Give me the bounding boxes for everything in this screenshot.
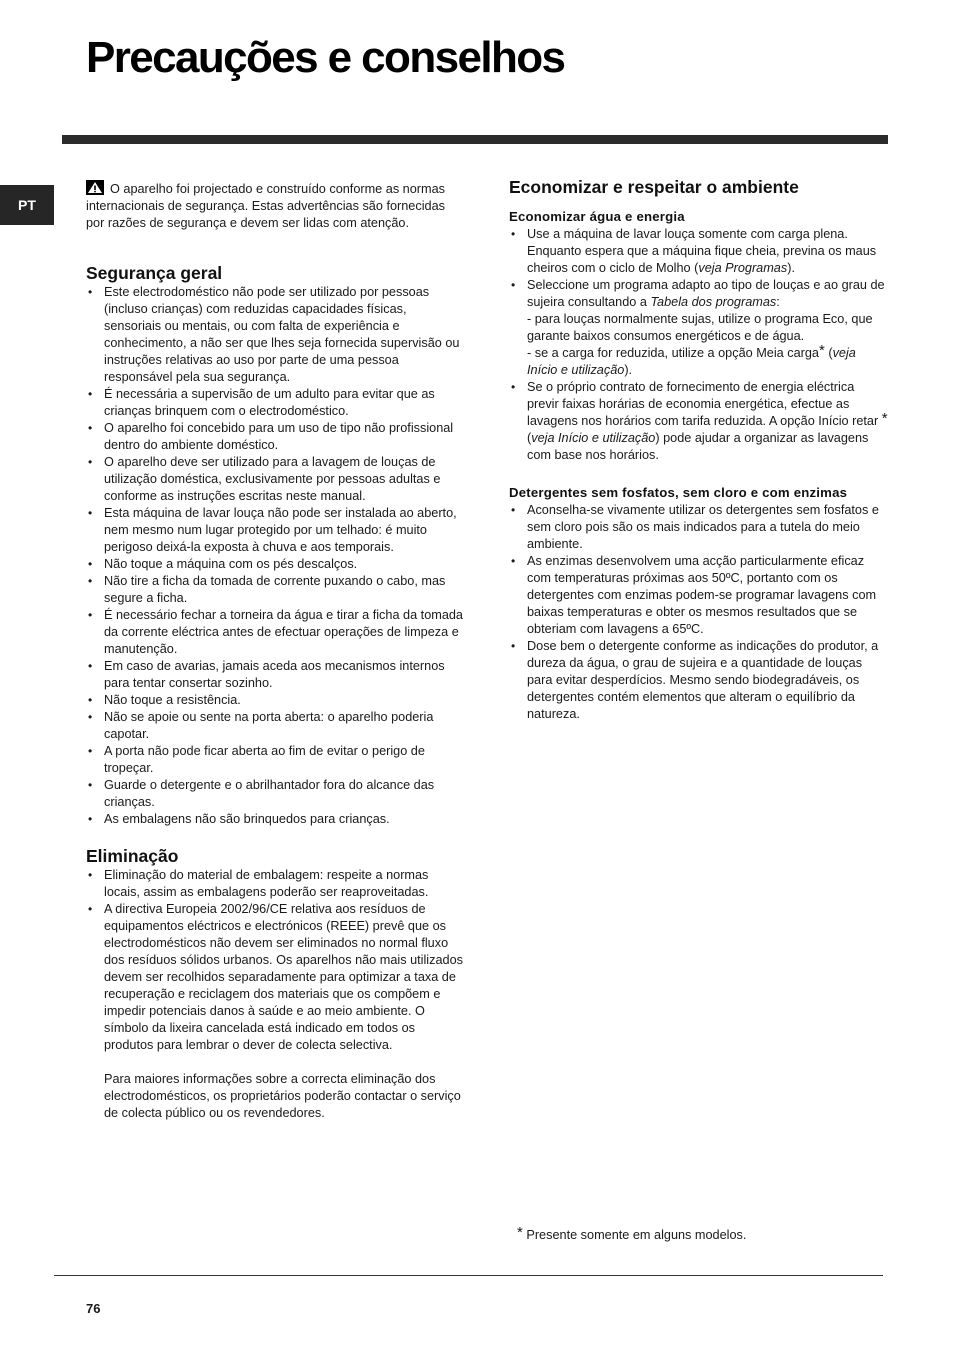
- section-heading-seguranca: Segurança geral: [86, 263, 223, 283]
- list-item: • O aparelho deve ser utilizado para a lavagem de louças de utilização doméstica, exclusivamente por pessoas adultas e conforme as instruções escritas neste manual.: [86, 454, 464, 505]
- warning-triangle-icon: [86, 180, 104, 195]
- asterisk-marker: *: [517, 1224, 523, 1241]
- cross-reference: veja Início e utilização: [531, 431, 656, 445]
- sub-item: - para louças normalmente sujas, utilize o programa Eco, que garante baixos consumos energéticos e de água.: [527, 312, 873, 343]
- eliminacao-list: [86, 867, 464, 1054]
- list-item: • As enzimas desenvolvem uma acção particularmente eficaz com temperaturas próximas aos 50ºC, portanto com os detergentes com enzimas podem-se programar lavagens com baixas temperaturas e obter os mesmos resultados que se obteriam com lavagens a 65ºC.: [509, 553, 889, 638]
- section-heading-economizar: Economizar e respeitar o ambiente: [509, 177, 799, 197]
- footer-divider: [54, 1275, 883, 1276]
- intro-paragraph: [86, 180, 464, 232]
- list-item: • Dose bem o detergente conforme as indicações do produtor, a dureza da água, o grau de sujeira e a quantidade de louças para evitar desperdícios. Mesmo sendo biodegradáveis, os detergentes contém elementos que alteram o equilíbrio da natureza.: [509, 638, 889, 723]
- list-item: • A porta não pode ficar aberta ao fim de evitar o perigo de tropeçar.: [86, 743, 464, 777]
- list-item: • Se o próprio contrato de fornecimento de energia eléctrica previr faixas horárias de economia energética, efectue as lavagens nos horários com tarifa reduzida. A opção Início retar * (veja Início e utilização) pode ajudar a organizar as lavagens com base nos horários.: [509, 379, 889, 464]
- list-item: • Não se apoie ou sente na porta aberta: o aparelho poderia capotar.: [86, 709, 464, 743]
- asterisk-marker: *: [881, 410, 888, 427]
- footnote-text: Presente somente em alguns modelos.: [522, 1228, 747, 1242]
- list-item: • Aconselha-se vivamente utilizar os detergentes sem fosfatos e sem cloro pois são os mais indicados para a tutela do meio ambiente.: [509, 502, 889, 553]
- list-item: • Não toque a resistência.: [86, 692, 464, 709]
- intro-text: O aparelho foi projectado e construído conforme as normas internacionais de segurança. Estas advertências são fornecidas por razões de segurança e devem ser lidas com atenção.: [86, 182, 445, 230]
- list-item: • Esta máquina de lavar louça não pode ser instalada ao aberto, nem mesmo num lugar protegido por um telhado: é muito perigoso deixá-la exposta à chuva e aos temporais.: [86, 505, 464, 556]
- list-item: • Eliminação do material de embalagem: respeite a normas locais, assim as embalagens poderão ser reaproveitadas.: [86, 867, 464, 901]
- list-item: • O aparelho foi concebido para um uso de tipo não profissional dentro do ambiente doméstico.: [86, 420, 464, 454]
- cross-reference: veja Programas: [698, 261, 788, 275]
- economizar-list: [509, 226, 889, 464]
- eliminacao-extra-paragraph: Para maiores informações sobre a correcta eliminação dos electrodomésticos, os proprietários poderão contactar o serviço de colecta público ou os revendedores.: [104, 1072, 461, 1120]
- title-divider: [62, 135, 888, 144]
- list-item: • Não tire a ficha da tomada de corrente puxando o cabo, mas segure a ficha.: [86, 573, 464, 607]
- list-item: • As embalagens não são brinquedos para crianças.: [86, 811, 464, 828]
- list-item: • Seleccione um programa adapto ao tipo de louças e ao grau de sujeira consultando a Tabela dos programas: - para louças normalmente sujas, utilize o programa Eco, que garante baixos consumos energéticos e de água. - se a carga for reduzida, utilize a opção Meia carga* (veja Início e utilização).: [509, 277, 889, 379]
- language-tab: PT: [0, 185, 54, 225]
- subsection-heading-agua-energia: Economizar água e energia: [509, 209, 685, 224]
- cross-reference: Tabela dos programas: [650, 295, 777, 309]
- list-item: • A directiva Europeia 2002/96/CE relativa aos resíduos de equipamentos eléctricos e electrónicos (REEE) prevê que os electrodomésticos não devem ser eliminados no normal fluxo dos resíduos sólidos urbanos. Os aparelhos não mais utilizados devem ser recolhidos separadamente para optimizar a taxa de recuperação e reciclagem dos materiais que os compõem e impedir potenciais danos à saúde e ao meio ambiente. O símbolo da lixeira cancelada está indicado em todos os produtos para lembrar o dever de colecta selectiva.: [86, 901, 464, 1054]
- seguranca-list: [86, 284, 464, 828]
- left-column: [86, 180, 464, 1122]
- list-item: • É necessário fechar a torneira da água e tirar a ficha da tomada da corrente eléctrica antes de efectuar operações de limpeza e manutenção.: [86, 607, 464, 658]
- list-item: • Não toque a máquina com os pés descalços.: [86, 556, 464, 573]
- detergentes-list: [509, 502, 889, 723]
- list-item: • É necessária a supervisão de um adulto para evitar que as crianças brinquem com o electrodoméstico.: [86, 386, 464, 420]
- cross-reference: veja Início e utilização: [527, 346, 856, 377]
- list-item: • Guarde o detergente e o abrilhantador fora do alcance das crianças.: [86, 777, 464, 811]
- asterisk-marker: *: [818, 342, 825, 359]
- section-heading-eliminacao: Eliminação: [86, 846, 179, 866]
- sub-item: - se a carga for reduzida, utilize a opção Meia carga* (veja Início e utilização).: [527, 342, 856, 377]
- page-title: Precauções e conselhos: [86, 33, 565, 82]
- list-item: • Este electrodoméstico não pode ser utilizado por pessoas (incluso crianças) com reduzidas capacidades físicas, sensoriais ou mentais, ou com falta de experiência e conhecimento, a não ser que lhes seja fornecida supervisão ou instruções relativas ao uso por parte de uma pessoa responsável pela sua segurança.: [86, 284, 464, 386]
- right-column: [509, 176, 889, 723]
- page-number: 76: [86, 1301, 101, 1316]
- subsection-heading-detergentes: Detergentes sem fosfatos, sem cloro e com enzimas: [509, 485, 848, 500]
- list-item: • Em caso de avarias, jamais aceda aos mecanismos internos para tentar consertar sozinho.: [86, 658, 464, 692]
- footnote: [517, 1226, 746, 1244]
- list-item: • Use a máquina de lavar louça somente com carga plena. Enquanto espera que a máquina fique cheia, previna os maus cheiros com o ciclo de Molho (veja Programas).: [509, 226, 889, 277]
